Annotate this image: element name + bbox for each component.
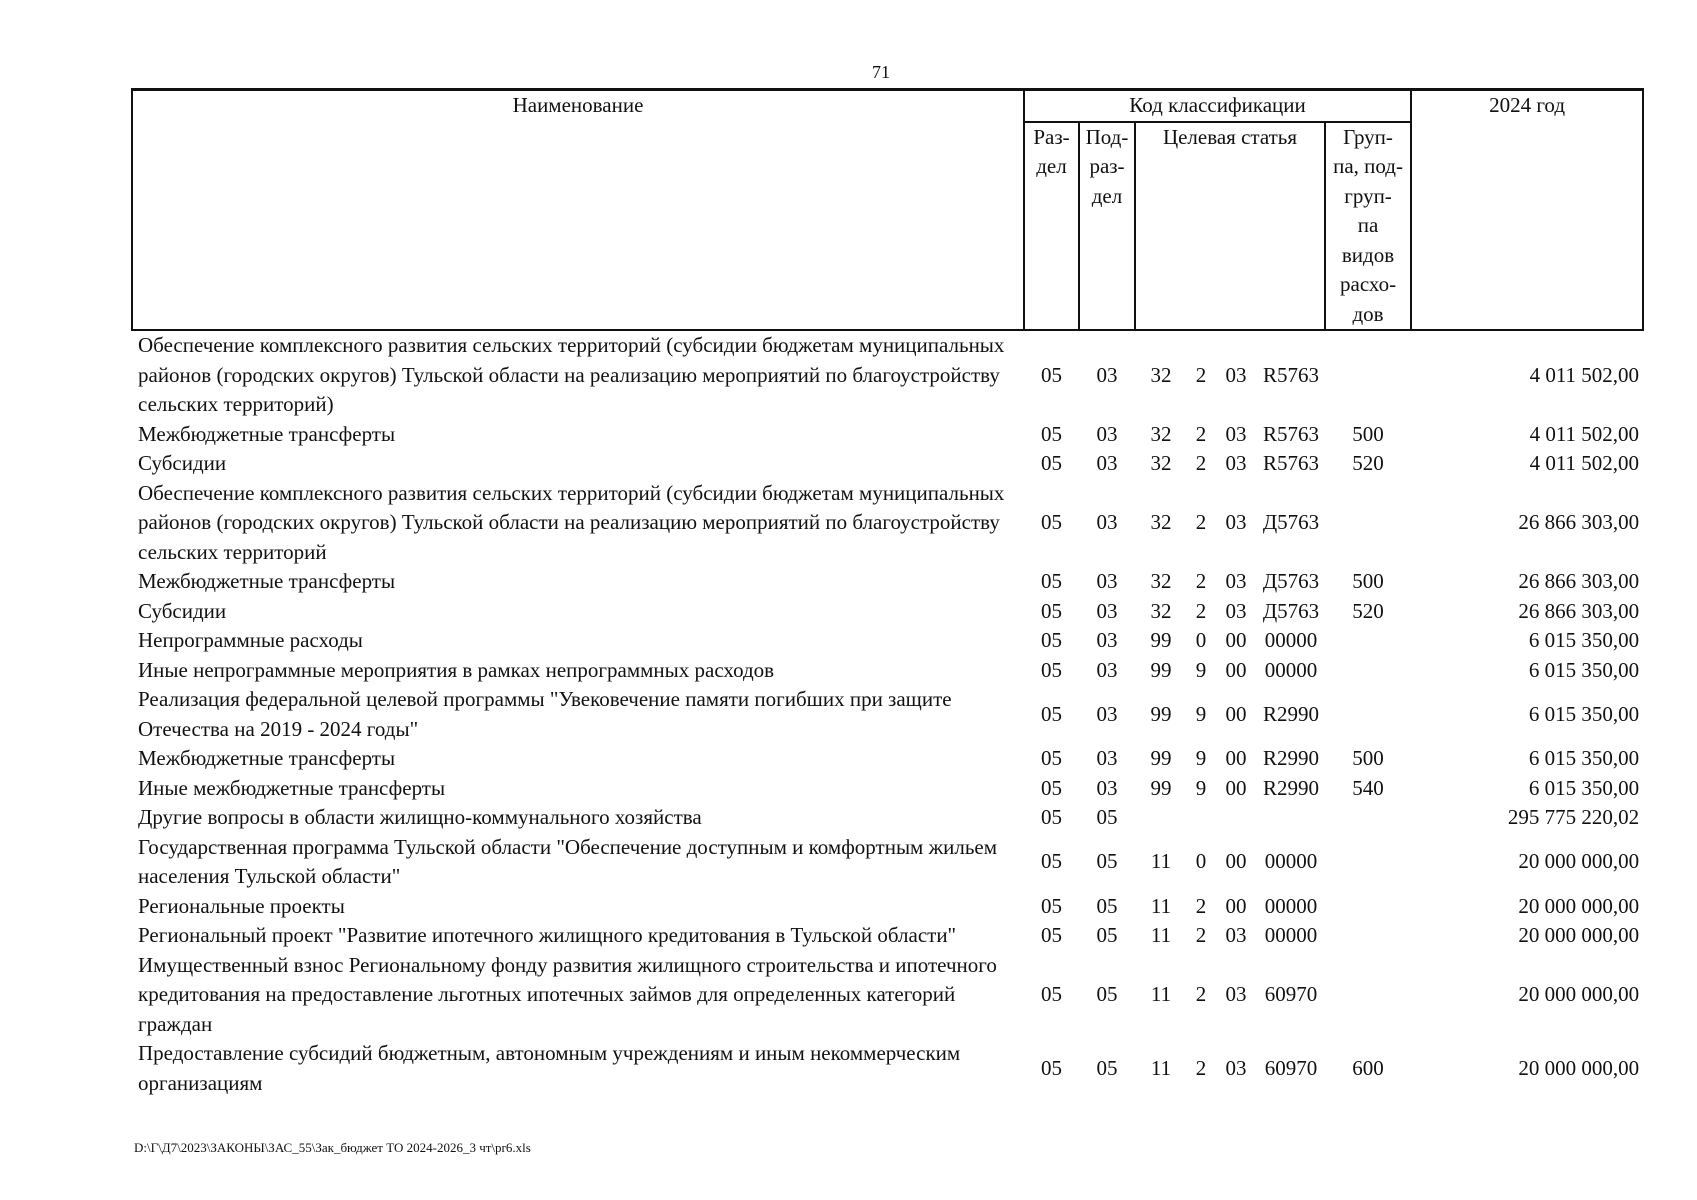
cell-ts2: 2 [1195, 510, 1207, 534]
cell-ts4: 60970 [1264, 1055, 1318, 1080]
table-header [132, 90, 1643, 331]
cell-ts1: 99 [1150, 657, 1172, 682]
cell-amount: 20 000 000,00 [1518, 1055, 1640, 1080]
cell-ts1: 32 [1150, 451, 1172, 475]
cell-name: Обеспечение комплексного развития сельских территорий (субсидии бюджетам муниципальных районов (городских округов) Тульской области на реализацию мероприятий по благоустройству сельских территорий) [138, 333, 1005, 416]
cell-amount: 4 011 502,00 [1529, 362, 1640, 387]
cell-group [1325, 921, 1411, 951]
cell-ts3: 00 [1225, 657, 1247, 682]
budget-table [131, 88, 1644, 1098]
cell-ts1: 32 [1150, 510, 1172, 534]
cell-razdel: 05 [1041, 451, 1062, 475]
cell-ts1: 11 [1150, 982, 1172, 1006]
table-row [132, 744, 1643, 774]
table-row [132, 656, 1643, 686]
cell-ts1: 32 [1150, 421, 1172, 446]
page-number: 71 [872, 62, 890, 82]
cell-ts2: 9 [1195, 775, 1207, 800]
cell-ts2: 2 [1195, 923, 1207, 947]
header-name: Наименование [132, 90, 1024, 331]
cell-amount: 6 015 350,00 [1528, 746, 1640, 770]
cell-name: Иные межбюджетные трансферты [138, 775, 446, 800]
cell-ts2: 9 [1195, 701, 1207, 726]
cell-name: Государственная программа Тульской области "Обеспечение доступным и комфортным жильем населения Тульской области" [138, 834, 998, 888]
header-subsection: Под- раз- дел [1079, 122, 1135, 331]
cell-amount: 20 000 000,00 [1518, 982, 1640, 1006]
cell-amount: 295 775 220,02 [1507, 805, 1640, 829]
cell-ts2: 9 [1195, 657, 1207, 682]
cell-ts2: 2 [1195, 362, 1207, 387]
cell-razdel: 05 [1041, 510, 1062, 534]
cell-ts2: 2 [1195, 598, 1207, 623]
cell-ts4: 00000 [1264, 657, 1318, 682]
cell-podrazdel: 05 [1096, 1055, 1118, 1080]
cell-ts2: 2 [1195, 569, 1207, 593]
cell-ts2: 0 [1195, 849, 1207, 874]
table-row [132, 951, 1643, 1040]
cell-ts2: 2 [1195, 982, 1207, 1006]
cell-podrazdel: 03 [1096, 451, 1118, 475]
cell-group [1325, 803, 1411, 833]
cell-amount: 4 011 502,00 [1529, 421, 1640, 446]
cell-ts4: R2990 [1262, 701, 1319, 726]
cell-group [1325, 626, 1411, 656]
table-row [132, 330, 1643, 420]
cell-podrazdel: 03 [1096, 775, 1118, 800]
cell-group: 500 [1352, 746, 1384, 770]
cell-podrazdel: 05 [1096, 982, 1118, 1006]
cell-group [1325, 479, 1411, 568]
cell-ts3: 03 [1225, 451, 1247, 475]
cell-ts1: 32 [1150, 569, 1172, 593]
cell-ts2: 2 [1195, 893, 1207, 918]
cell-amount: 26 866 303,00 [1518, 569, 1640, 593]
header-group: Груп- па, под- груп- па видов расхо- дов [1325, 122, 1411, 331]
cell-ts3: 03 [1225, 510, 1247, 534]
table-row [132, 420, 1643, 450]
cell-podrazdel: 03 [1096, 569, 1118, 593]
cell-amount: 6 015 350,00 [1528, 775, 1640, 800]
cell-ts3: 00 [1225, 775, 1247, 800]
cell-group: 600 [1352, 1055, 1384, 1080]
cell-ts3: 00 [1225, 628, 1247, 652]
cell-amount: 20 000 000,00 [1518, 923, 1640, 947]
cell-razdel: 05 [1041, 569, 1062, 593]
cell-razdel: 05 [1041, 923, 1062, 947]
cell-ts4: 00000 [1264, 893, 1318, 918]
cell-amount: 26 866 303,00 [1518, 598, 1640, 623]
cell-podrazdel: 03 [1096, 598, 1118, 623]
cell-ts3: 03 [1225, 923, 1247, 947]
cell-ts3: 03 [1225, 421, 1247, 446]
cell-group [1325, 330, 1411, 420]
cell-podrazdel: 05 [1096, 849, 1118, 874]
cell-name: Реализация федеральной целевой программы "Увековечение памяти погибших при защите Отечества на 2019 - 2024 годы" [138, 687, 952, 741]
cell-name: Иные непрограммные мероприятия в рамках непрограммных расходов [138, 657, 775, 682]
cell-razdel: 05 [1041, 657, 1062, 682]
cell-ts2: 9 [1195, 746, 1207, 770]
cell-razdel: 05 [1041, 421, 1062, 446]
header-section: Раз- дел [1024, 122, 1079, 331]
cell-group: 520 [1352, 598, 1384, 623]
cell-ts1: 99 [1150, 628, 1172, 652]
cell-group: 520 [1352, 451, 1384, 475]
cell-razdel: 05 [1041, 362, 1062, 387]
table-row [132, 685, 1643, 744]
cell-ts4: R5763 [1262, 362, 1319, 387]
cell-podrazdel: 03 [1096, 510, 1118, 534]
cell-ts2: 2 [1195, 421, 1207, 446]
cell-name: Имущественный взнос Региональному фонду развития жилищного строительства и ипотечного кредитования на предоставление льготных ипотечных займов для определенных категорий граждан [138, 952, 997, 1036]
cell-razdel: 05 [1041, 982, 1062, 1006]
cell-razdel: 05 [1041, 849, 1062, 874]
cell-ts3: 03 [1225, 569, 1247, 593]
cell-ts1: 11 [1150, 1055, 1172, 1080]
cell-ts1: 99 [1150, 775, 1172, 800]
table-row [132, 597, 1643, 627]
cell-razdel: 05 [1041, 893, 1062, 918]
table-row [132, 1039, 1643, 1098]
cell-name: Межбюджетные трансферты [138, 746, 396, 770]
cell-ts4: 00000 [1264, 628, 1318, 652]
table-row [132, 833, 1643, 892]
header-year: 2024 год [1411, 90, 1643, 331]
cell-podrazdel: 03 [1096, 421, 1118, 446]
cell-razdel: 05 [1041, 775, 1062, 800]
cell-ts4: Д5763 [1262, 598, 1320, 623]
cell-ts4: R5763 [1262, 451, 1319, 475]
cell-group [1325, 656, 1411, 686]
cell-razdel: 05 [1041, 805, 1062, 829]
cell-ts1: 11 [1150, 849, 1172, 874]
cell-podrazdel: 03 [1096, 657, 1118, 682]
cell-amount: 6 015 350,00 [1528, 701, 1640, 726]
cell-podrazdel: 05 [1096, 923, 1118, 947]
cell-ts3: 00 [1225, 746, 1247, 770]
cell-razdel: 05 [1041, 1055, 1062, 1080]
cell-ts1 [1135, 803, 1187, 833]
cell-razdel: 05 [1041, 598, 1062, 623]
table-row [132, 892, 1643, 922]
cell-amount: 20 000 000,00 [1518, 893, 1640, 918]
cell-ts3: 03 [1225, 1055, 1247, 1080]
cell-ts4: R5763 [1262, 421, 1319, 446]
cell-amount: 6 015 350,00 [1528, 657, 1640, 682]
cell-ts1: 11 [1150, 893, 1172, 918]
cell-podrazdel: 03 [1096, 746, 1118, 770]
cell-ts1: 99 [1150, 746, 1172, 770]
cell-name: Субсидии [138, 451, 227, 475]
cell-ts1: 32 [1150, 362, 1172, 387]
cell-name: Межбюджетные трансферты [138, 569, 396, 593]
cell-ts3: 03 [1225, 982, 1247, 1006]
table-row [132, 774, 1643, 804]
footer-file-path: D:\Г\Д7\2023\ЗАКОНЫ\ЗАС_55\Зак_бюджет ТО 2024-2026_3 чт\pr6.xls [134, 1140, 531, 1155]
cell-ts3: 03 [1225, 362, 1247, 387]
cell-ts4: Д5763 [1262, 569, 1320, 593]
cell-ts1: 11 [1150, 923, 1172, 947]
cell-amount: 20 000 000,00 [1518, 849, 1640, 874]
cell-podrazdel: 03 [1096, 628, 1118, 652]
cell-ts4: Д5763 [1262, 510, 1320, 534]
cell-group: 540 [1352, 775, 1384, 800]
cell-ts4 [1257, 803, 1325, 833]
table-row [132, 921, 1643, 951]
cell-ts2: 2 [1195, 451, 1207, 475]
table-row [132, 479, 1643, 568]
cell-group [1325, 833, 1411, 892]
cell-ts4: R2990 [1262, 746, 1319, 770]
cell-group: 500 [1352, 421, 1384, 446]
cell-ts3: 00 [1225, 701, 1247, 726]
cell-ts2: 2 [1195, 1055, 1207, 1080]
table-row [132, 626, 1643, 656]
cell-ts4: 00000 [1264, 849, 1318, 874]
cell-razdel: 05 [1041, 746, 1062, 770]
cell-name: Непрограммные расходы [138, 628, 363, 652]
cell-podrazdel: 03 [1096, 701, 1118, 726]
cell-ts2 [1187, 803, 1215, 833]
cell-name: Обеспечение комплексного развития сельских территорий (субсидии бюджетам муниципальных районов (городских округов) Тульской области на реализацию мероприятий по благоустройству сельских территорий [138, 480, 1005, 564]
cell-name: Другие вопросы в области жилищно-коммунального хозяйства [138, 805, 702, 829]
cell-amount: 26 866 303,00 [1518, 510, 1640, 534]
cell-podrazdel: 05 [1096, 893, 1118, 918]
cell-ts4: 60970 [1264, 982, 1318, 1006]
cell-name: Региональный проект "Развитие ипотечного жилищного кредитования в Тульской области" [138, 923, 957, 947]
cell-razdel: 05 [1041, 701, 1062, 726]
cell-ts1: 32 [1150, 598, 1172, 623]
cell-group [1325, 685, 1411, 744]
header-target: Целевая статья [1135, 122, 1325, 331]
cell-ts4: R2990 [1262, 775, 1319, 800]
header-classification: Код классификации [1024, 90, 1411, 122]
cell-name: Региональные проекты [138, 893, 345, 918]
cell-razdel: 05 [1041, 628, 1062, 652]
cell-ts4: 00000 [1264, 923, 1318, 947]
cell-ts3: 00 [1225, 849, 1247, 874]
cell-group [1325, 951, 1411, 1040]
cell-ts3: 00 [1225, 893, 1247, 918]
table-row [132, 567, 1643, 597]
cell-podrazdel: 05 [1096, 805, 1118, 829]
cell-ts1: 99 [1150, 701, 1172, 726]
cell-amount: 6 015 350,00 [1528, 628, 1640, 652]
cell-group: 500 [1352, 569, 1384, 593]
table-body [132, 330, 1643, 1098]
cell-podrazdel: 03 [1096, 362, 1118, 387]
cell-ts3 [1215, 803, 1257, 833]
cell-amount: 4 011 502,00 [1529, 451, 1640, 475]
table-row [132, 449, 1643, 479]
cell-name: Межбюджетные трансферты [138, 421, 396, 446]
cell-name: Субсидии [138, 598, 227, 623]
cell-ts2: 0 [1195, 628, 1207, 652]
cell-ts3: 03 [1225, 598, 1247, 623]
cell-group [1325, 892, 1411, 922]
table-row [132, 803, 1643, 833]
cell-name: Предоставление субсидий бюджетным, автономным учреждениям и иным некоммерческим организациям [138, 1041, 961, 1095]
